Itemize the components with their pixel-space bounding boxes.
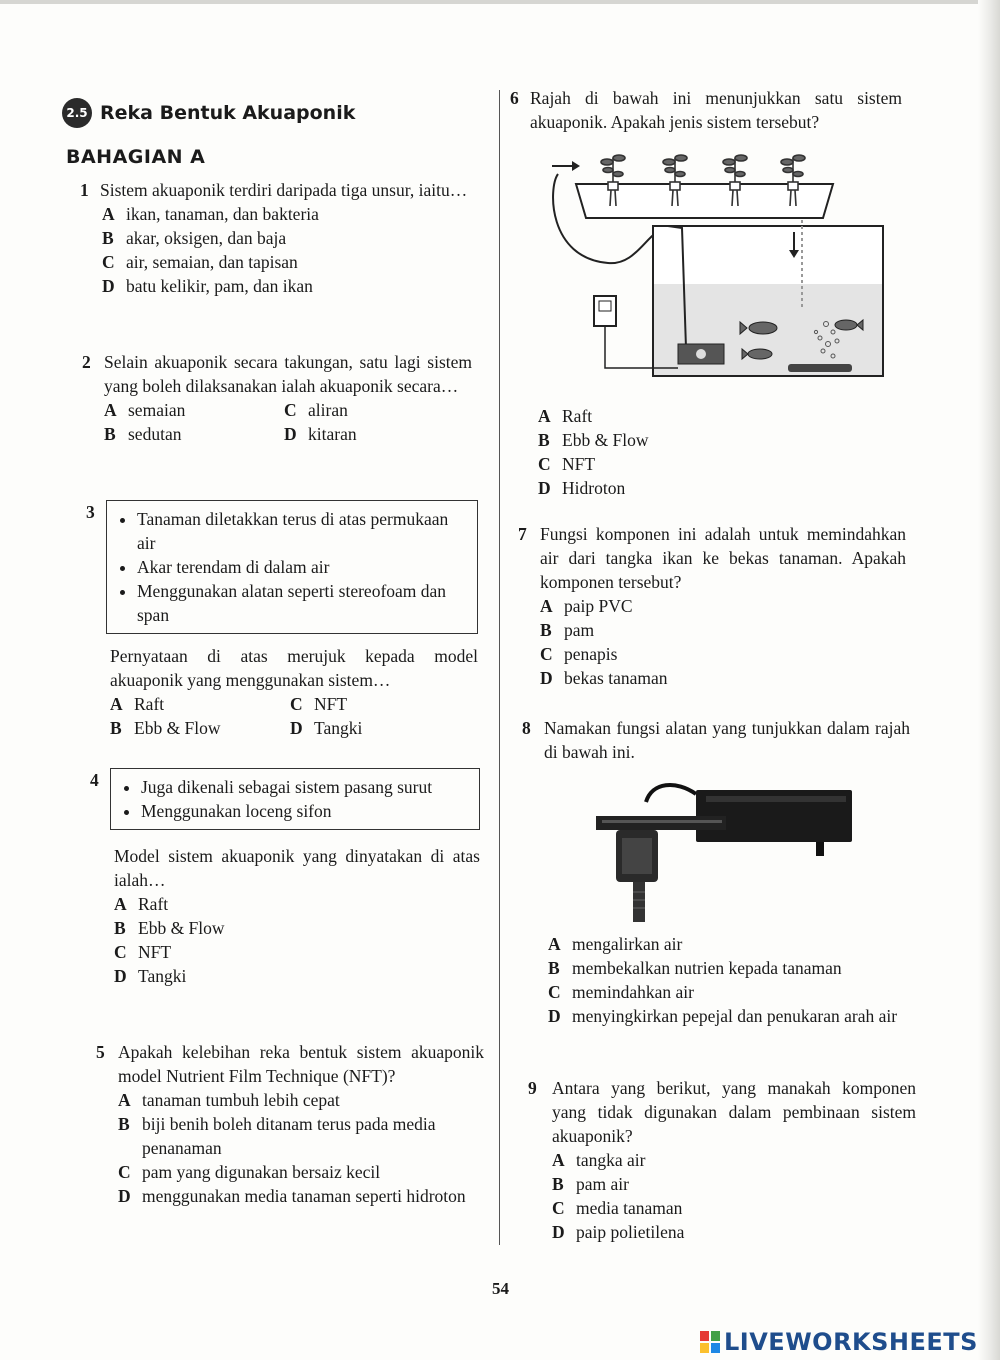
question-number: 3	[86, 502, 95, 522]
question-text: Antara yang berikut, yang manakah komponen yang tidak digunakan dalam pembinaan sistem akuaponik?	[552, 1078, 916, 1146]
option-b[interactable]: B sedutan	[104, 424, 182, 444]
option-c[interactable]: C NFT	[538, 454, 596, 474]
option-d[interactable]: D batu kelikir, pam, dan ikan	[102, 276, 313, 296]
option-d[interactable]: D menggunakan media tanaman seperti hidroton	[118, 1186, 466, 1206]
question-text: Pernyataan di atas merujuk kepada model akuaponik yang menggunakan sistem…	[110, 646, 478, 690]
option-b[interactable]: B Ebb & Flow	[114, 918, 225, 938]
page-binding-shadow	[978, 0, 1000, 1360]
question-6	[510, 86, 902, 134]
option-b[interactable]: B akar, oksigen, dan baja	[102, 228, 287, 248]
option-d[interactable]: D Hidroton	[538, 478, 626, 498]
question-number: 4	[90, 770, 99, 790]
question-number: 9	[528, 1078, 537, 1098]
option-d[interactable]: D paip polietilena	[552, 1222, 685, 1242]
section-header	[62, 98, 355, 128]
question-text: Selain akuaponik secara takungan, satu lagi sistem yang boleh dilaksanakan ialah akuaponik secara…	[104, 352, 472, 396]
option-d[interactable]: D menyingkirkan pepejal dan penukaran arah air	[548, 1006, 898, 1026]
question-8	[522, 716, 910, 764]
part-heading: BAHAGIAN A	[66, 146, 206, 168]
question-6-options	[538, 404, 838, 500]
question-text: Rajah di bawah ini menunjukkan satu sistem akuaponik. Apakah jenis sistem tersebut?	[530, 88, 902, 132]
option-c[interactable]: C penapis	[540, 644, 618, 664]
aquaponic-system-diagram	[548, 148, 888, 382]
air-stone	[788, 364, 852, 372]
question-number: 2	[82, 352, 91, 372]
option-c[interactable]: C NFT	[290, 694, 348, 714]
statement-box	[106, 500, 478, 634]
option-d[interactable]: D kitaran	[284, 424, 357, 444]
statement-item: • Juga dikenali sebagai sistem pasang surut	[141, 775, 469, 799]
question-text: Model sistem akuaponik yang dinyatakan di atas ialah…	[114, 846, 480, 890]
option-b[interactable]: B pam air	[552, 1174, 629, 1194]
pump-tube	[646, 785, 696, 802]
option-b[interactable]: B membekalkan nutrien kepada tanaman	[548, 958, 842, 978]
option-b[interactable]: B Ebb & Flow	[110, 718, 221, 738]
statement-item: • Menggunakan alatan seperti stereofoam dan span	[137, 579, 467, 627]
arrow-right-icon	[552, 161, 580, 171]
question-5	[96, 1040, 484, 1208]
option-a[interactable]: A mengalirkan air	[548, 934, 683, 954]
question-number: 6	[510, 88, 519, 108]
option-c[interactable]: C aliran	[284, 400, 348, 420]
option-a[interactable]: A ikan, tanaman, dan bakteria	[102, 204, 319, 224]
option-a[interactable]: A Raft	[538, 406, 593, 426]
option-c[interactable]: C pam yang digunakan bersaiz kecil	[118, 1162, 381, 1182]
filter-pump-photo	[596, 776, 858, 926]
option-a[interactable]: A Raft	[110, 694, 165, 714]
question-4	[90, 768, 480, 988]
question-number: 7	[518, 524, 527, 544]
option-a[interactable]: A tanaman tumbuh lebih cepat	[118, 1090, 340, 1110]
liveworksheets-logo[interactable]	[700, 1328, 978, 1356]
page-number: 54	[492, 1279, 509, 1298]
option-a[interactable]: A semaian	[104, 400, 186, 420]
column-divider	[499, 90, 500, 1245]
option-d[interactable]: D Tangki	[114, 966, 187, 986]
question-9	[528, 1076, 916, 1244]
page-top-edge	[0, 0, 1000, 4]
question-7	[518, 522, 906, 690]
option-c[interactable]: C memindahkan air	[548, 982, 694, 1002]
question-8-options	[548, 932, 916, 1028]
question-number: 1	[80, 180, 89, 200]
option-a[interactable]: A paip PVC	[540, 596, 633, 616]
question-number: 8	[522, 718, 531, 738]
question-1	[80, 178, 472, 298]
statement-item: • Akar terendam di dalam air	[137, 555, 467, 579]
option-d[interactable]: D bekas tanaman	[540, 668, 668, 688]
statement-box	[110, 768, 480, 830]
section-badge: 2.5	[62, 98, 92, 128]
liveworksheets-icon	[700, 1331, 720, 1353]
option-d[interactable]: D Tangki	[290, 718, 363, 738]
question-text: Apakah kelebihan reka bentuk sistem akuaponik model Nutrient Film Technique (NFT)?	[118, 1042, 484, 1086]
statement-item: • Tanaman diletakkan terus di atas permukaan air	[137, 507, 467, 555]
option-c[interactable]: C NFT	[114, 942, 172, 962]
section-title: Reka Bentuk Akuaponik	[100, 102, 356, 124]
option-c[interactable]: C media tanaman	[552, 1198, 683, 1218]
option-b[interactable]: B Ebb & Flow	[538, 430, 649, 450]
question-text: Namakan fungsi alatan yang tunjukkan dalam rajah di bawah ini.	[544, 718, 910, 762]
question-text: Sistem akuaponik terdiri daripada tiga unsur, iaitu…	[100, 180, 468, 200]
brand-name: LIVEWORKSHEETS	[724, 1328, 978, 1356]
intake-pipe	[633, 882, 645, 922]
question-text: Fungsi komponen ini adalah untuk memindahkan air dari tangka ikan ke bekas tanaman. Apakah komponen tersebut?	[540, 524, 906, 592]
statement-item: • Menggunakan loceng sifon	[141, 799, 469, 823]
question-3	[86, 500, 478, 740]
question-2	[82, 350, 472, 446]
question-number: 5	[96, 1042, 105, 1062]
option-c[interactable]: C air, semaian, dan tapisan	[102, 252, 298, 272]
option-a[interactable]: A tangka air	[552, 1150, 646, 1170]
option-a[interactable]: A Raft	[114, 894, 169, 914]
option-b[interactable]: B pam	[540, 620, 595, 640]
option-b[interactable]: B biji benih boleh ditanam terus pada media penanaman	[118, 1114, 436, 1158]
